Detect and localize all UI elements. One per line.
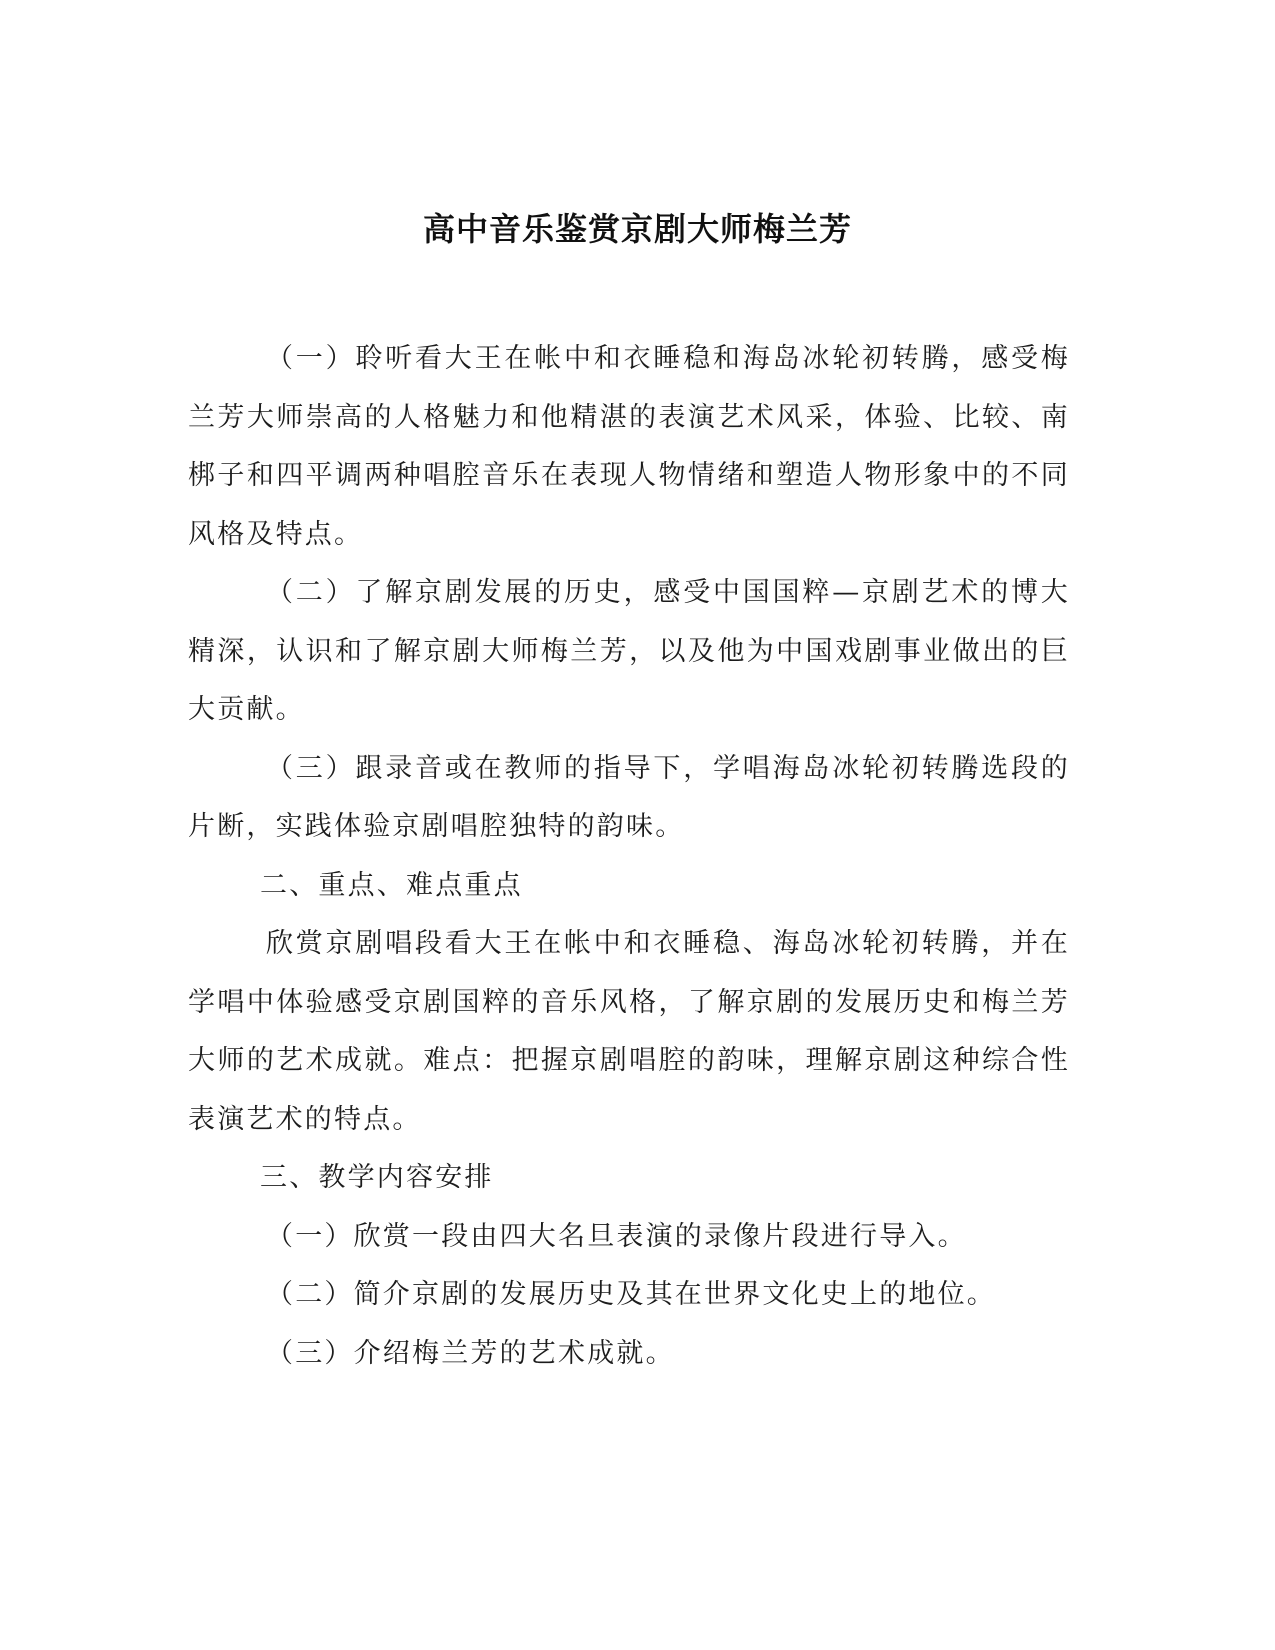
- paragraph-content-2: （二）简介京剧的发展历史及其在世界文化史上的地位。: [266, 1279, 996, 1310]
- document-body: [188, 330, 1070, 1383]
- paragraph-objective-2: （二）了解京剧发展的历史，感受中国国粹—京剧艺术的博大精深，认识和了解京剧大师梅兰芳，以及他为中国戏剧事业做出的巨大贡献。: [188, 577, 1070, 725]
- paragraph-content-3: （三）介绍梅兰芳的艺术成就。: [266, 1337, 675, 1369]
- section-heading-key-points: 二、重点、难点重点: [260, 869, 523, 901]
- document-title: 高中音乐鉴赏京剧大师梅兰芳: [422, 210, 852, 248]
- paragraph-objective-3: （三）跟录音或在教师的指导下，学唱海岛冰轮初转腾选段的片断，实践体验京剧唱腔独特的韵味。: [188, 752, 1070, 842]
- paragraph-content-1: （一）欣赏一段由四大名旦表演的录像片段进行导入。: [266, 1220, 967, 1252]
- paragraph-objective-1: （一）聆听看大王在帐中和衣睡稳和海岛冰轮初转腾，感受梅兰芳大师崇高的人格魅力和他精湛的表演艺术风采，体验、比较、南梆子和四平调两种唱腔音乐在表现人物情绪和塑造人物形象中的不同风格及特点。: [188, 343, 1070, 550]
- paragraph-key-points: 欣赏京剧唱段看大王在帐中和衣睡稳、海岛冰轮初转腾，并在学唱中体验感受京剧国粹的音乐风格，了解京剧的发展历史和梅兰芳大师的艺术成就。难点：把握京剧唱腔的韵味，理解京剧这种综合性表演艺术的特点。: [188, 928, 1070, 1135]
- section-heading-teaching-content: 三、教学内容安排: [260, 1162, 494, 1193]
